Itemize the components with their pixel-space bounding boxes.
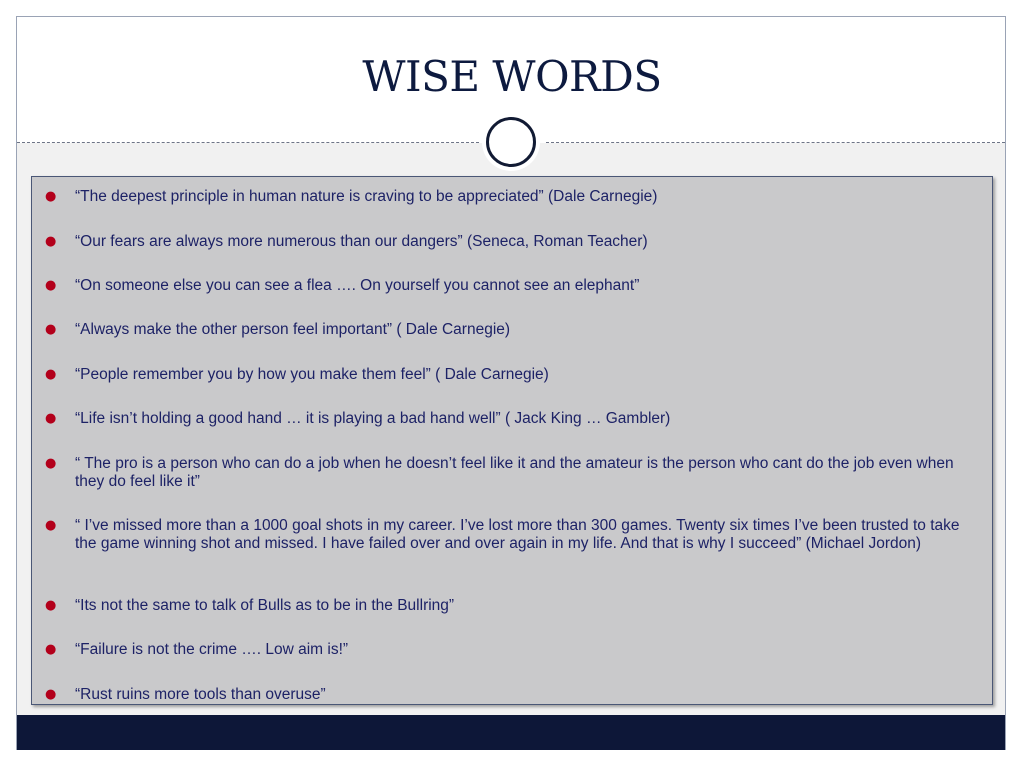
quote-text: “Always make the other person feel important” ( Dale Carnegie) <box>75 321 511 338</box>
bullet-icon: ● <box>45 278 57 293</box>
footer-bar <box>17 715 1005 750</box>
bullet-icon: ● <box>45 322 57 337</box>
quote-text: “ The pro is a person who can do a job when he doesn’t feel like it and the amateur is the person who cant do the job even when they do feel like it” <box>75 455 954 490</box>
bullet-icon: ● <box>45 518 57 533</box>
quote-text: “Failure is not the crime …. Low aim is!” <box>75 641 349 658</box>
bullet-icon: ● <box>45 687 57 702</box>
bullet-icon: ● <box>45 456 57 471</box>
bullet-icon: ● <box>45 598 57 613</box>
bullet-icon: ● <box>45 367 57 382</box>
bullet-icon: ● <box>45 189 57 204</box>
bullet-icon: ● <box>45 411 57 426</box>
ring-icon <box>486 117 536 167</box>
quote-text: “The deepest principle in human nature is craving to be appreciated” (Dale Carnegie) <box>75 188 658 205</box>
bullet-icon: ● <box>45 234 57 249</box>
bullet-icon: ● <box>45 642 57 657</box>
header-divider-left <box>17 142 479 143</box>
quote-text: “Life isn’t holding a good hand … it is playing a bad hand well” ( Jack King … Gambler) <box>75 410 671 427</box>
quote-text: “Rust ruins more tools than overuse” <box>75 686 326 703</box>
quote-text: “Our fears are always more numerous than our dangers” (Seneca, Roman Teacher) <box>75 233 648 250</box>
quote-text: “People remember you by how you make them feel” ( Dale Carnegie) <box>75 366 549 383</box>
quote-text: “On someone else you can see a flea …. On yourself you cannot see an elephant” <box>75 277 640 294</box>
quote-content-box <box>31 176 993 705</box>
quote-text: “ I’ve missed more than a 1000 goal shots in my career. I’ve lost more than 300 games. Twenty six times I’ve been trusted to take the game winning shot and missed. I have failed over and over again in my life. And that is why I succeed” (Michael Jordon) <box>75 517 960 552</box>
quote-text: “Its not the same to talk of Bulls as to be in the Bullring” <box>75 597 455 614</box>
slide-title: WISE WORDS <box>362 52 662 101</box>
header-divider-right <box>546 142 1005 143</box>
